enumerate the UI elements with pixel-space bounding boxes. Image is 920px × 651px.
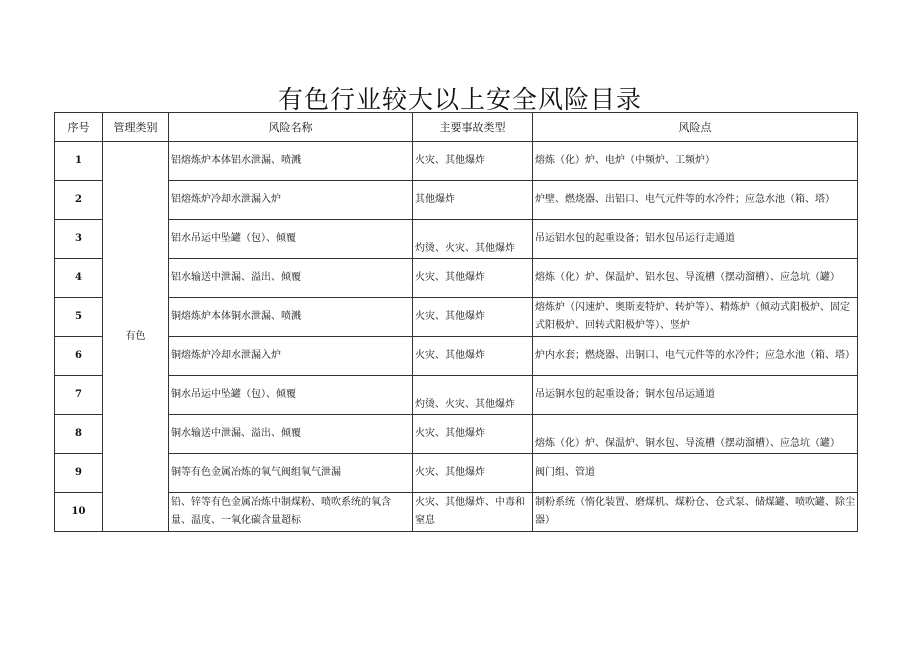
accident-type: 灼烫、火灾、其他爆炸	[413, 220, 533, 259]
header-row	[55, 113, 858, 142]
table-row	[55, 220, 858, 259]
row-number: 5	[55, 298, 103, 337]
risk-point: 熔炼（化）炉、保温炉、铝水包、导流槽（摆动溜槽）、应急坑（罐）	[533, 259, 858, 298]
risk-name: 铜等有色金属冶炼的氧气阀组氧气泄漏	[169, 454, 413, 493]
header-risk-name: 风险名称	[169, 113, 413, 142]
table-row	[55, 376, 858, 415]
risk-name: 铝熔炼炉本体铝水泄漏、喷溅	[169, 142, 413, 181]
accident-type: 火灾、其他爆炸、中毒和窒息	[413, 493, 533, 532]
table-row	[55, 259, 858, 298]
row-number: 10	[55, 493, 103, 532]
risk-point: 熔炼（化）炉、电炉（中频炉、工频炉）	[533, 142, 858, 181]
row-number: 4	[55, 259, 103, 298]
accident-type: 火灾、其他爆炸	[413, 454, 533, 493]
accident-type: 其他爆炸	[413, 181, 533, 220]
risk-point: 炉壁、燃烧器、出铝口、电气元件等的水冷件；应急水池（箱、塔）	[533, 181, 858, 220]
risk-name: 铜熔炼炉本体铜水泄漏、喷溅	[169, 298, 413, 337]
accident-type: 火灾、其他爆炸	[413, 259, 533, 298]
row-number: 1	[55, 142, 103, 181]
header-risk-point: 风险点	[533, 113, 858, 142]
risk-point: 制粉系统（惰化装置、磨煤机、煤粉仓、仓式泵、储煤罐、喷吹罐、除尘器）	[533, 493, 858, 532]
risk-name: 铜水输送中泄漏、溢出、倾覆	[169, 415, 413, 454]
risk-point: 炉内水套；燃烧器、出铜口、电气元件等的水冷件；应急水池（箱、塔）	[533, 337, 858, 376]
row-number: 6	[55, 337, 103, 376]
risk-name: 铝水输送中泄漏、溢出、倾覆	[169, 259, 413, 298]
accident-type: 火灾、其他爆炸	[413, 337, 533, 376]
table-row	[55, 181, 858, 220]
header-accident-type: 主要事故类型	[413, 113, 533, 142]
accident-type: 灼烫、火灾、其他爆炸	[413, 376, 533, 415]
risk-point: 阀门组、管道	[533, 454, 858, 493]
risk-name: 铝水吊运中坠罐（包）、倾覆	[169, 220, 413, 259]
table-row	[55, 454, 858, 493]
risk-point: 熔炼炉（闪速炉、奥斯麦特炉、转炉等）、精炼炉（倾动式阳极炉、固定式阳极炉、回转式阳极炉等）、竖炉	[533, 298, 858, 337]
table-row	[55, 493, 858, 532]
row-number: 7	[55, 376, 103, 415]
risk-table	[54, 112, 858, 532]
accident-type: 火灾、其他爆炸	[413, 142, 533, 181]
risk-point: 吊运铜水包的起重设备；铜水包吊运通道	[533, 376, 858, 415]
management-category: 有色	[103, 142, 169, 532]
risk-name: 铜水吊运中坠罐（包）、倾覆	[169, 376, 413, 415]
table-row	[55, 298, 858, 337]
row-number: 2	[55, 181, 103, 220]
table-row	[55, 337, 858, 376]
risk-point: 吊运铝水包的起重设备；铝水包吊运行走通道	[533, 220, 858, 259]
row-number: 8	[55, 415, 103, 454]
table-row	[55, 415, 858, 454]
row-number: 9	[55, 454, 103, 493]
row-number: 3	[55, 220, 103, 259]
table-row	[55, 142, 858, 181]
accident-type: 火灾、其他爆炸	[413, 415, 533, 454]
risk-point: 熔炼（化）炉、保温炉、铜水包、导流槽（摆动溜槽）、应急坑（罐）	[533, 415, 858, 454]
header-no: 序号	[55, 113, 103, 142]
risk-name: 铝熔炼炉冷却水泄漏入炉	[169, 181, 413, 220]
page-title: 有色行业较大以上安全风险目录	[277, 85, 642, 114]
accident-type: 火灾、其他爆炸	[413, 298, 533, 337]
risk-name: 铜熔炼炉冷却水泄漏入炉	[169, 337, 413, 376]
risk-name: 铅、锌等有色金属冶炼中制煤粉、喷吹系统的氧含量、温度、一氧化碳含量超标	[169, 493, 413, 532]
header-category: 管理类别	[103, 113, 169, 142]
